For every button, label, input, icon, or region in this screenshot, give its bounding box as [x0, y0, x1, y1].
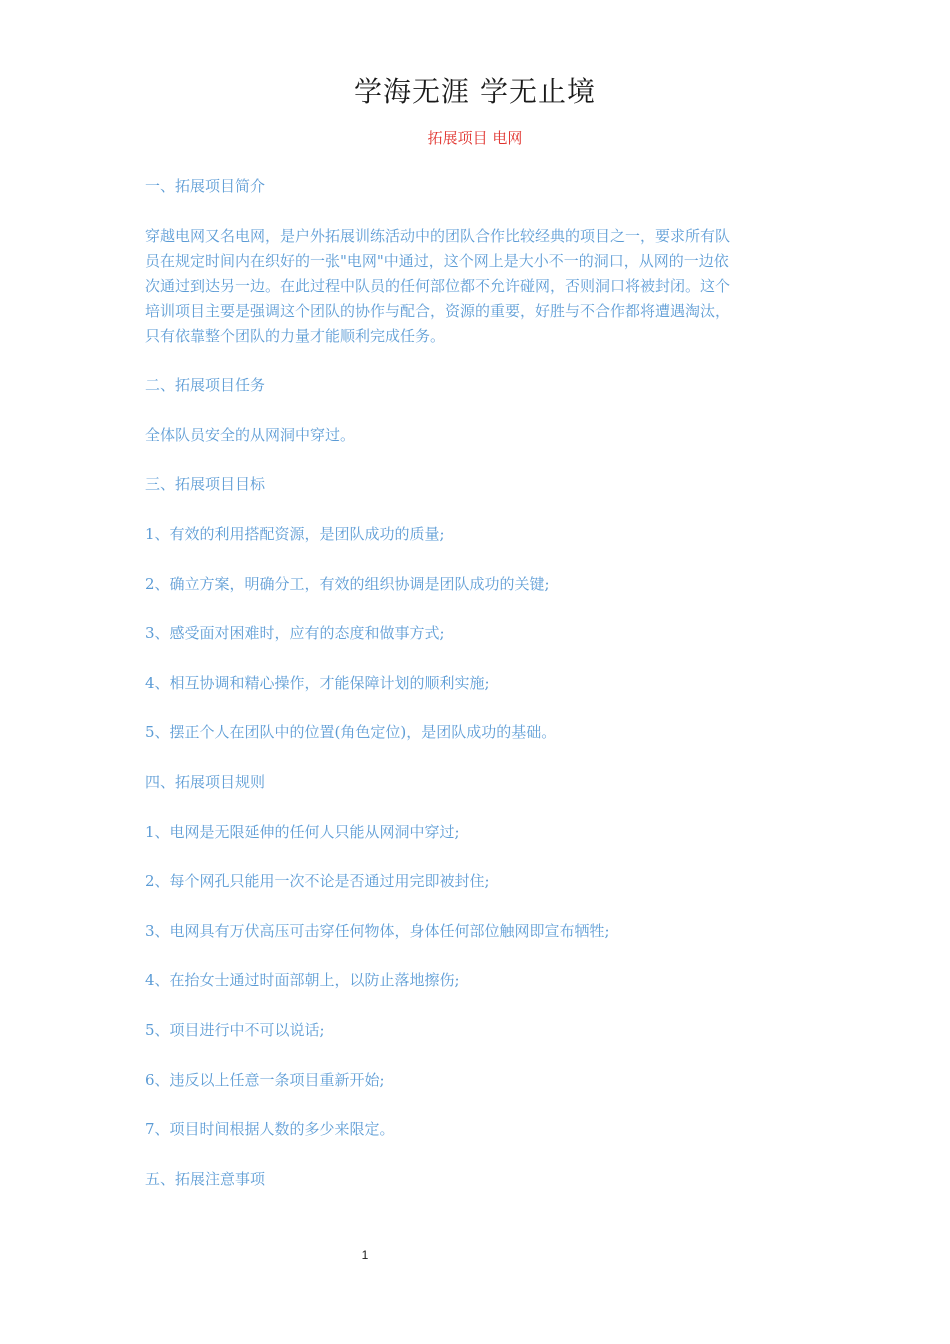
rule-item: 5、项目进行中不可以说话;	[145, 1020, 325, 1039]
section-rules-heading	[145, 770, 810, 795]
list-item	[145, 1068, 810, 1093]
rule-item: 7、项目时间根据人数的多少来限定。	[145, 1120, 395, 1139]
rule-item: 2、每个网孔只能用一次不论是否通过用完即被封住;	[145, 872, 490, 891]
page-subtitle: 拓展项目 电网	[427, 129, 523, 147]
list-item	[145, 720, 810, 745]
section-heading: 二、拓展项目任务	[145, 376, 266, 395]
list-item	[145, 820, 810, 845]
section-heading: 一、拓展项目简介	[145, 177, 266, 195]
goal-item: 1、有效的利用搭配资源，是团队成功的质量;	[145, 524, 445, 543]
rule-item: 6、违反以上任意一条项目重新开始;	[145, 1070, 385, 1089]
list-item	[145, 671, 810, 696]
section-intro-heading	[145, 174, 810, 199]
section-heading: 四、拓展项目规则	[145, 772, 266, 791]
list-item	[145, 1018, 810, 1043]
intro-paragraph	[145, 224, 810, 349]
list-item	[145, 1117, 810, 1142]
goal-item: 3、感受面对困难时，应有的态度和做事方式;	[145, 624, 445, 643]
list-item	[145, 621, 810, 646]
document-body	[145, 174, 810, 1216]
list-item	[145, 869, 810, 894]
rule-item: 4、在抬女士通过时面部朝上，以防止落地擦伤;	[145, 971, 460, 990]
paragraph-line: 培训项目主要是强调这个团队的协作与配合，资源的重要，好胜与不合作都将遭遇淘汰，	[145, 301, 731, 320]
section-heading: 五、拓展注意事项	[145, 1169, 266, 1188]
section-goals-heading	[145, 472, 810, 497]
section-notes-heading	[145, 1167, 810, 1192]
section-heading: 三、拓展项目目标	[145, 475, 266, 494]
task-paragraph	[145, 423, 810, 448]
list-item	[145, 522, 810, 547]
list-item	[145, 572, 810, 597]
list-item	[145, 919, 810, 944]
paragraph-line: 穿越电网又名电网，是户外拓展训练活动中的团队合作比较经典的项目之一，要求所有队	[145, 226, 731, 245]
rule-item: 1、电网是无限延伸的任何人只能从网洞中穿过;	[145, 822, 460, 841]
page-number: 1	[361, 1248, 369, 1262]
goal-item: 5、摆正个人在团队中的位置(角色定位)，是团队成功的基础。	[145, 723, 557, 742]
paragraph-line: 全体队员安全的从网洞中穿过。	[145, 425, 356, 444]
paragraph-line: 次通过到达另一边。在此过程中队员的任何部位都不允许碰网，否则洞口将被封闭。这个	[145, 276, 731, 295]
goal-item: 4、相互协调和精心操作，才能保障计划的顺利实施;	[145, 673, 490, 692]
rule-item: 3、电网具有万伏高压可击穿任何物体，身体任何部位触网即宣布牺牲;	[145, 921, 610, 940]
goal-item: 2、确立方案，明确分工，有效的组织协调是团队成功的关键;	[145, 574, 550, 593]
paragraph-line: 只有依靠整个团队的力量才能顺利完成任务。	[145, 326, 446, 345]
section-task-heading	[145, 373, 810, 398]
page-title: 学海无涯 学无止境	[354, 75, 596, 108]
list-item	[145, 968, 810, 993]
paragraph-line: 员在规定时间内在织好的一张"电网"中通过，这个网上是大小不一的洞口，从网的一边依	[145, 251, 729, 270]
